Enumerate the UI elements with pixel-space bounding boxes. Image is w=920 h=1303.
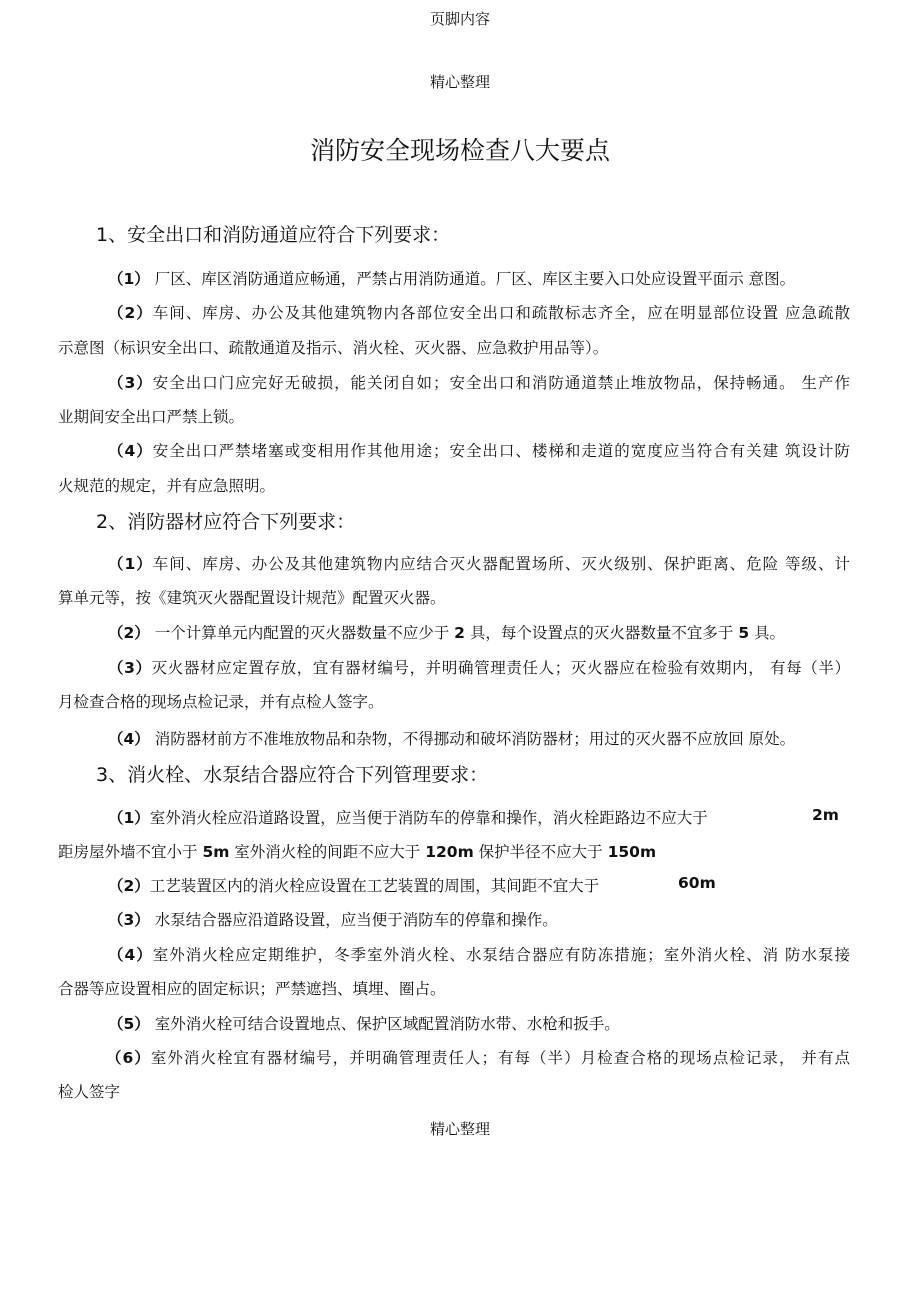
list-item-continuation: 检人签字 bbox=[58, 1083, 121, 1101]
item-number: （6） bbox=[106, 1049, 151, 1067]
list-item bbox=[108, 267, 795, 289]
item-value: 5 bbox=[738, 624, 750, 642]
list-item bbox=[108, 552, 850, 574]
item-text: 工艺装置区内的消火栓应设置在工艺装置的周围，其间距不宜大于 bbox=[149, 877, 600, 895]
item-number: （2） bbox=[108, 624, 150, 642]
item-number: （1） bbox=[108, 555, 153, 573]
item-number: （2） bbox=[108, 877, 150, 895]
list-item-continuation: 算单元等，按《建筑灭火器配置设计规范》配置灭火器。 bbox=[58, 589, 446, 607]
list-item-continuation: 合器等应设置相应的固定标识；严禁遮挡、填埋、圈占。 bbox=[58, 980, 446, 998]
item-text: 安全出口门应完好无破损，能关闭自如；安全出口和消防通道禁止堆放物品，保持畅通。 生产作 bbox=[152, 374, 850, 392]
list-item-continuation: 月检查合格的现场点检记录，并有点检人签字。 bbox=[58, 693, 384, 711]
item-text: 室外消火栓宜有器材编号，并明确管理责任人；有每（半）月检查合格的现场点检记录， 并有点 bbox=[150, 1049, 850, 1067]
item-value: 150m bbox=[607, 843, 657, 861]
item-number: （4） bbox=[108, 442, 153, 460]
section-heading-1: 1、安全出口和消防通道应符合下列要求： bbox=[96, 224, 451, 246]
item-number: （1） bbox=[108, 270, 150, 288]
item-number: （4） bbox=[108, 946, 153, 964]
list-item bbox=[108, 439, 850, 461]
item-number: （3） bbox=[108, 911, 150, 929]
item-text: 室外消火栓可结合设置地点、保护区域配置消防水带、水枪和扳手。 bbox=[154, 1015, 620, 1033]
item-text: 距房屋外墙不宜小于 bbox=[58, 843, 203, 861]
section-heading-2: 2、消防器材应符合下列要求： bbox=[96, 511, 356, 533]
item-text: 室外消火栓应沿道路设置，应当便于消防车的停靠和操作，消火栓距路边不应大于 bbox=[149, 809, 708, 827]
item-value: 60m bbox=[678, 874, 716, 892]
list-item-continuation bbox=[58, 840, 656, 862]
list-item bbox=[108, 371, 850, 393]
item-text: 消防器材前方不准堆放物品和杂物，不得挪动和破坏消防器材；用过的灭火器不应放回 原处。 bbox=[154, 730, 796, 748]
page-subheader-text: 精心整理 bbox=[429, 73, 490, 91]
list-item bbox=[108, 1012, 620, 1034]
item-number: （3） bbox=[108, 374, 153, 392]
list-item bbox=[108, 806, 708, 828]
item-number: （1） bbox=[108, 809, 150, 827]
list-item bbox=[108, 301, 850, 323]
document-title: 消防安全现场检查八大要点 bbox=[309, 136, 610, 165]
item-text: 厂区、库区消防通道应畅通，严禁占用消防通道。厂区、库区主要入口处应设置平面示 意图。 bbox=[154, 270, 796, 288]
section-heading-3: 3、消火栓、水泵结合器应符合下列管理要求： bbox=[96, 764, 489, 786]
item-number: （4） bbox=[108, 730, 150, 748]
list-item bbox=[108, 656, 850, 678]
list-item-continuation: 示意图（标识安全出口、疏散通道及指示、消火栓、灭火器、应急救护用品等）。 bbox=[58, 339, 609, 357]
item-text: 保护半径不应大于 bbox=[473, 843, 608, 861]
item-text: 车间、库房、办公及其他建筑物内各部位安全出口和疏散标志齐全，应在明显部位设置 应急疏散 bbox=[152, 304, 850, 322]
list-item bbox=[108, 943, 850, 965]
list-item bbox=[108, 727, 795, 749]
list-item bbox=[108, 874, 599, 896]
item-value: 2 bbox=[454, 624, 465, 642]
item-text: 具，每个设置点的灭火器数量不宜多于 bbox=[464, 624, 739, 642]
item-number: （2） bbox=[108, 304, 153, 322]
item-value: 5m bbox=[202, 843, 230, 861]
list-item bbox=[108, 908, 558, 930]
list-item bbox=[108, 621, 785, 643]
page-footer-text: 精心整理 bbox=[429, 1120, 490, 1138]
item-text: 水泵结合器应沿道路设置，应当便于消防车的停靠和操作。 bbox=[154, 911, 558, 929]
item-number: （3） bbox=[108, 659, 152, 677]
item-text: 一个计算单元内配置的灭火器数量不应少于 bbox=[154, 624, 455, 642]
page-header-text: 页脚内容 bbox=[429, 10, 490, 28]
item-text: 灭火器材应定置存放，宜有器材编号，并明确管理责任人；灭火器应在检验有效期内， 有每（半） bbox=[151, 659, 850, 677]
item-number: （5） bbox=[108, 1015, 150, 1033]
item-value: 2m bbox=[812, 806, 839, 824]
item-text: 室外消火栓应定期维护，冬季室外消火栓、水泵结合器应有防冻措施；室外消火栓、消 防水泵接 bbox=[152, 946, 850, 964]
item-value: 120m bbox=[425, 843, 474, 861]
item-text: 室外消火栓的间距不应大于 bbox=[229, 843, 426, 861]
item-text: 具。 bbox=[749, 624, 786, 642]
item-text: 安全出口严禁堵塞或变相用作其他用途；安全出口、楼梯和走道的宽度应当符合有关建 筑设计防 bbox=[152, 442, 850, 460]
list-item-continuation: 业期间安全出口严禁上锁。 bbox=[58, 408, 245, 426]
item-text: 车间、库房、办公及其他建筑物内应结合灭火器配置场所、灭火级别、保护距离、危险 等级、计 bbox=[152, 555, 850, 573]
list-item bbox=[106, 1046, 850, 1068]
list-item-continuation: 火规范的规定，并有应急照明。 bbox=[58, 477, 276, 495]
